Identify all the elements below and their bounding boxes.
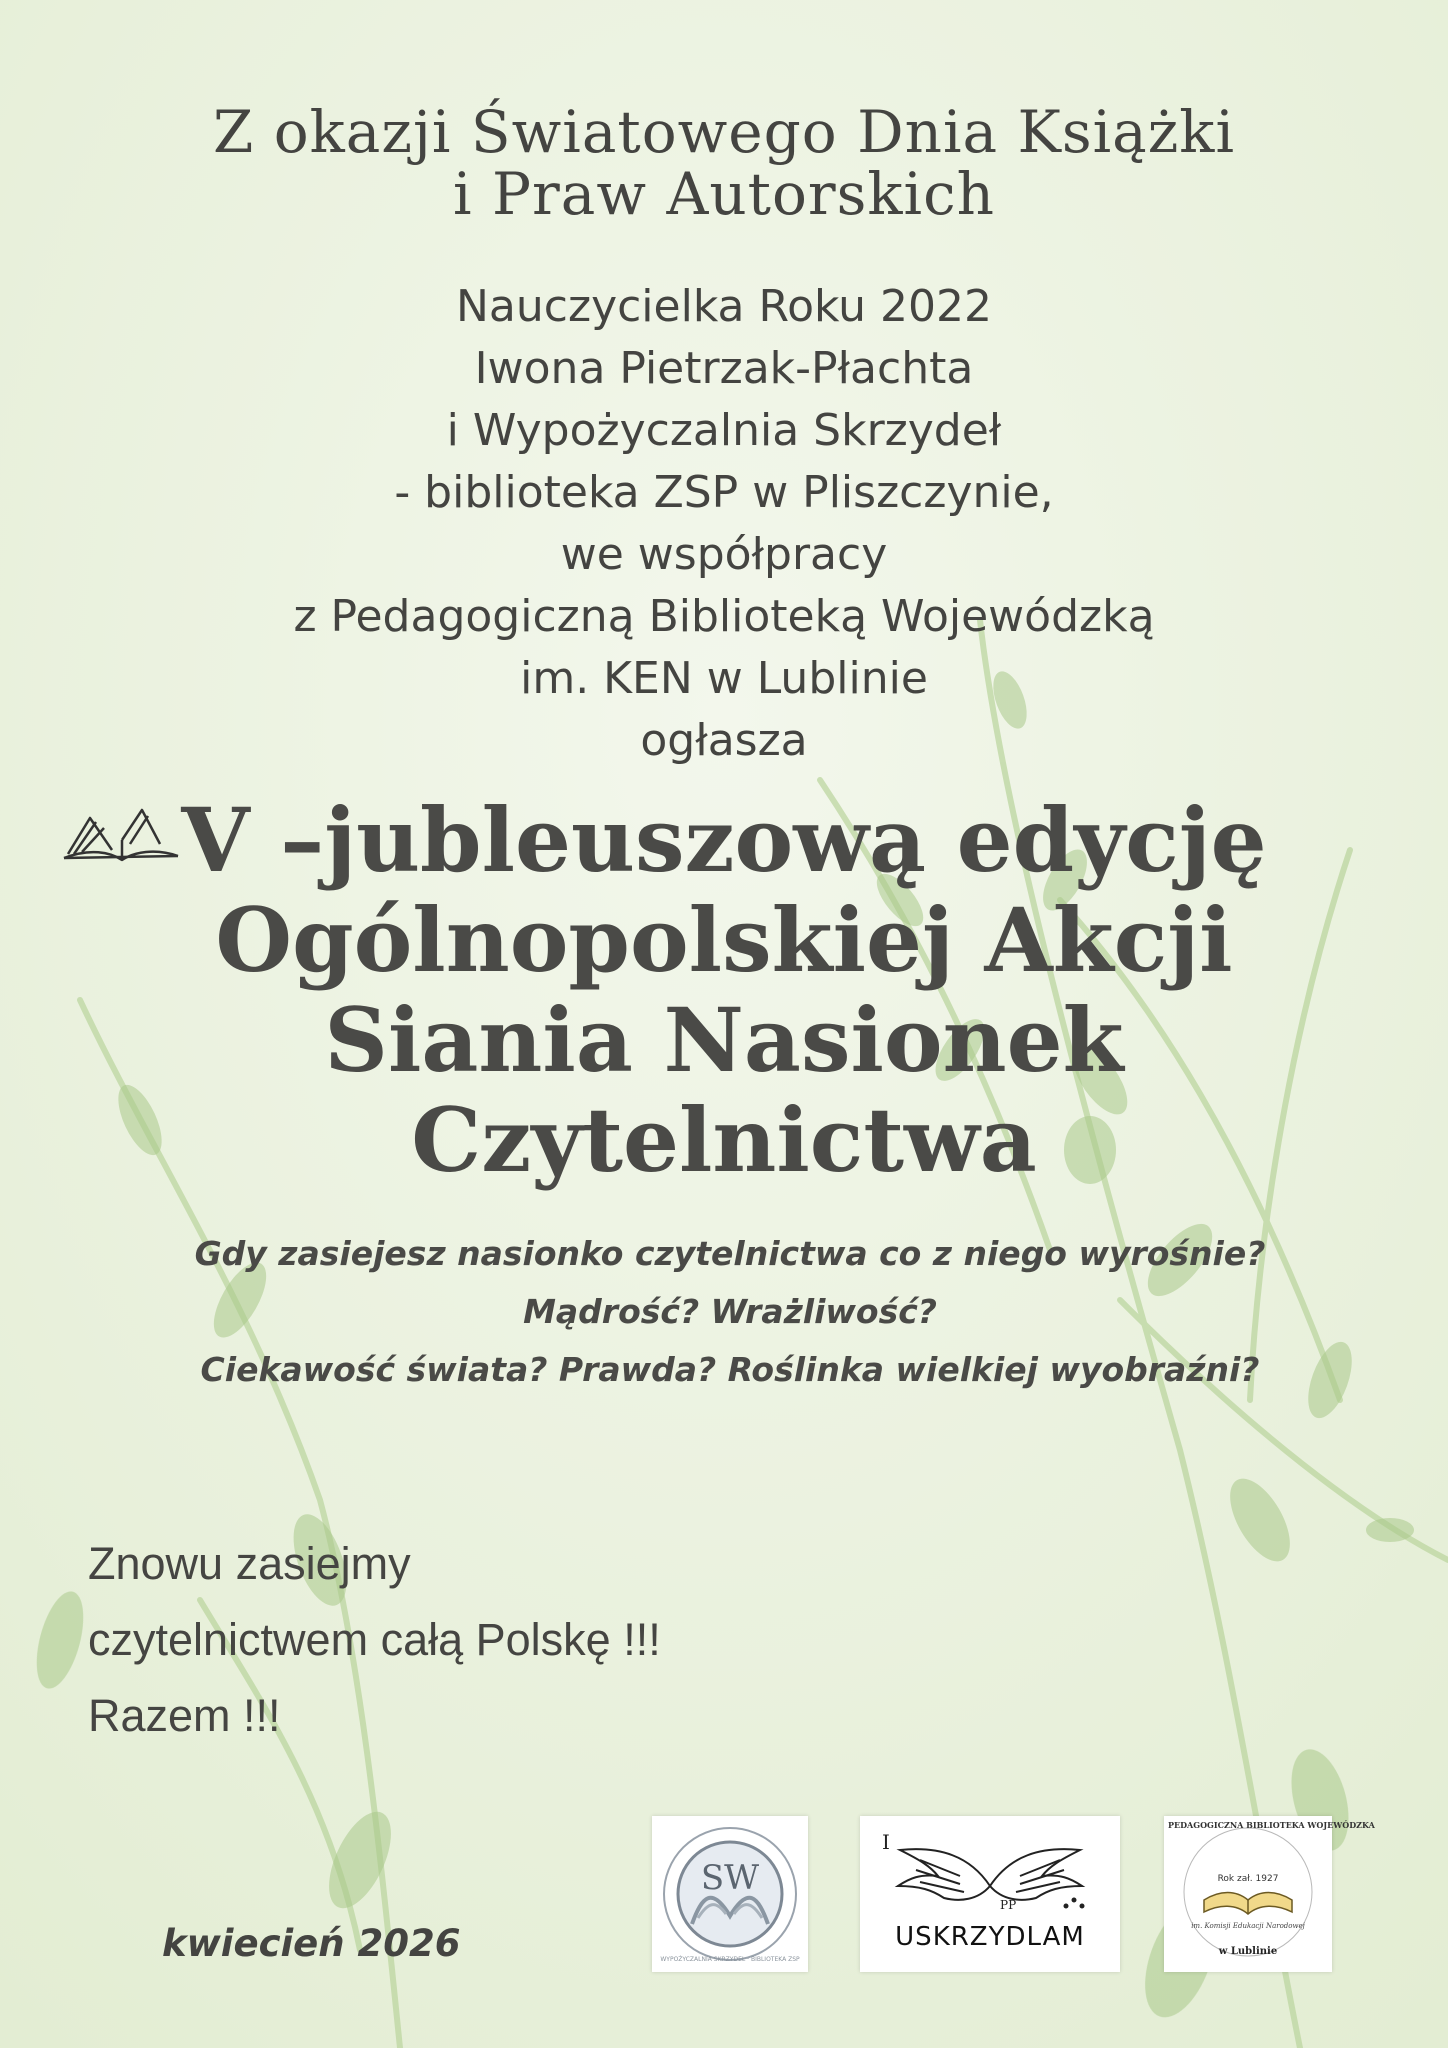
title-line: Czytelnictwa	[411, 1088, 1037, 1192]
question-line: Mądrość? Wrażliwość?	[523, 1292, 937, 1331]
organizer-line: im. KEN w Lublinie	[520, 653, 928, 704]
uskrzydlam-text: USKRZYDLAM	[895, 1922, 1085, 1952]
slogan-line: Znowu zasiejmy	[88, 1538, 411, 1589]
organizer-line: Nauczycielka Roku 2022	[456, 281, 992, 332]
organizer-line: ogłasza	[640, 715, 808, 766]
pbw-city: w Lublinie	[1218, 1946, 1278, 1957]
ws-letters: SW	[700, 1858, 760, 1898]
organizer-line: we współpracy	[560, 529, 888, 580]
pbw-patron: im. Komisji Edukacji Narodowej	[1191, 1922, 1305, 1930]
pbw-ring-text: PEDAGOGICZNA BIBLIOTEKA WOJEWÓDZKA	[1168, 1820, 1375, 1830]
organizer-line: Iwona Pietrzak-Płachta	[474, 343, 974, 394]
organizer-line: i Wypożyczalnia Skrzydeł	[446, 405, 1002, 456]
slogan-line: czytelnictwem całą Polskę !!!	[88, 1614, 661, 1665]
organizer-line: - biblioteka ZSP w Pliszczynie,	[394, 467, 1054, 518]
title-line: V –jubleuszową edycję	[181, 788, 1267, 892]
slogan-line: Razem !!!	[88, 1690, 281, 1741]
header-line-2: i Praw Autorskich	[453, 160, 995, 228]
slogan-block	[88, 1526, 988, 1754]
ws-ring-text: WYPOŻYCZALNIA SKRZYDEŁ · BIBLIOTEKA ZSP	[660, 1956, 800, 1963]
question-line: Ciekawość świata? Prawda? Roślinka wielkiej wyobraźni?	[200, 1350, 1260, 1389]
question-line: Gdy zasiejesz nasionko czytelnictwa co z niego wyrośnie?	[194, 1234, 1266, 1273]
organizers-block	[0, 276, 1448, 772]
uskrzydlam-logo	[860, 1816, 1120, 1972]
ws-logo	[652, 1816, 808, 1972]
pbw-founded: Rok zał. 1927	[1217, 1874, 1279, 1884]
organizer-line: z Pedagogiczną Biblioteką Wojewódzką	[293, 591, 1155, 642]
title-line: Siania Nasionek	[324, 988, 1124, 1092]
header-line-1: Z okazji Światowego Dnia Książki	[213, 98, 1235, 166]
date-label: kwiecień 2026	[162, 1922, 461, 1965]
pbw-logo	[1164, 1816, 1375, 1972]
uskrzydlam-top-letter: I	[882, 1830, 890, 1854]
questions-block	[120, 1225, 1340, 1399]
uskrzydlam-initials: PP	[1000, 1898, 1017, 1912]
main-title	[0, 790, 1448, 1190]
title-line: Ogólnopolskiej Akcji	[215, 888, 1233, 992]
